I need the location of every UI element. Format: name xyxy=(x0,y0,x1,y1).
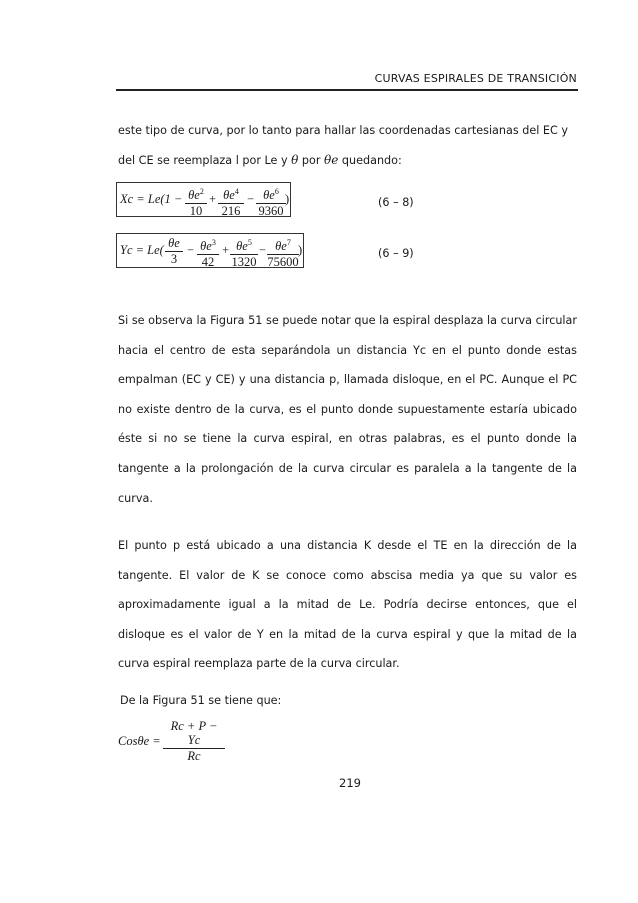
eq2-term3: $\theta e^5$ 1320 xyxy=(231,238,257,269)
eq2-term2: $\theta e^3$ 42 xyxy=(197,236,219,269)
eq1-lhs: Xc = Le(1 − xyxy=(120,192,183,206)
theta-e-symbol: θe xyxy=(324,152,339,167)
equation-yc-box: Yc = Le( θe 3 − $\theta e^3$ 42 + $\theta e^5$ 1320 − $\theta e^7$ 75600 ) xyxy=(116,233,304,268)
intro-line-2: del CE se reemplaza l por Le y θ por θe quedando: xyxy=(118,152,402,167)
equation-number-6-8: (6 – 8) xyxy=(378,196,414,209)
eq3-fraction: Rc + P − Yc Rc xyxy=(163,719,225,763)
eq3-lhs: Cosθe = xyxy=(118,734,161,748)
equation-xc-box: Xc = Le(1 − $\theta e^2$ 10 + $\theta e^4$ 216 − $\theta e^6$ 9360 ) xyxy=(116,182,291,217)
eq2-lhs: Yc = Le( xyxy=(120,243,164,257)
paragraph-spiral-displacement: Si se observa la Figura 51 se puede notar que la espiral desplaza la curva circular hacia el centro de esta separándola un distancia Yc en el punto donde estas empalman (EC y CE) y una distancia p, llamada disloque, en el PC. Aunque el PC no existe dentro de la curva, es el punto donde supuestamente estaría ubicado éste si no se tiene la curva espiral, en otras palabras, es el punto donde la tangente a la prolongación de la curva circular es paralela a la tangente de la curva. xyxy=(118,314,577,505)
paragraph-from-figure: De la Figura 51 se tiene que: xyxy=(120,694,282,707)
eq2-term1: θe 3 xyxy=(165,236,183,266)
page-number: 219 xyxy=(339,776,361,790)
intro-paragraph xyxy=(118,116,577,175)
equation-number-6-9: (6 – 9) xyxy=(378,247,414,260)
eq1-term1: $\theta e^2$ 10 xyxy=(185,185,207,218)
header-rule xyxy=(116,89,578,91)
paragraph-point-p: El punto p está ubicado a una distancia K desde el TE en la dirección de la tangente. El valor de K se conoce como abscisa media ya que su valor es aproximadamente igual a la mitad de Le. Podría decirse entonces, que el disloque es el valor de Y en la mitad de la curva espiral y que la mitad de la curva espiral reemplaza parte de la curva circular. xyxy=(118,539,577,671)
eq1-term3: $\theta e^6$ 9360 xyxy=(256,185,286,218)
theta-symbol: θ xyxy=(291,152,299,167)
eq2-term4: $\theta e^7$ 75600 xyxy=(267,238,299,269)
intro-line-1: este tipo de curva, por lo tanto para hallar las coordenadas cartesianas del EC y xyxy=(118,124,568,137)
eq1-term2: $\theta e^4$ 216 xyxy=(218,185,244,218)
running-header: CURVAS ESPIRALES DE TRANSICIÓN xyxy=(374,72,577,85)
